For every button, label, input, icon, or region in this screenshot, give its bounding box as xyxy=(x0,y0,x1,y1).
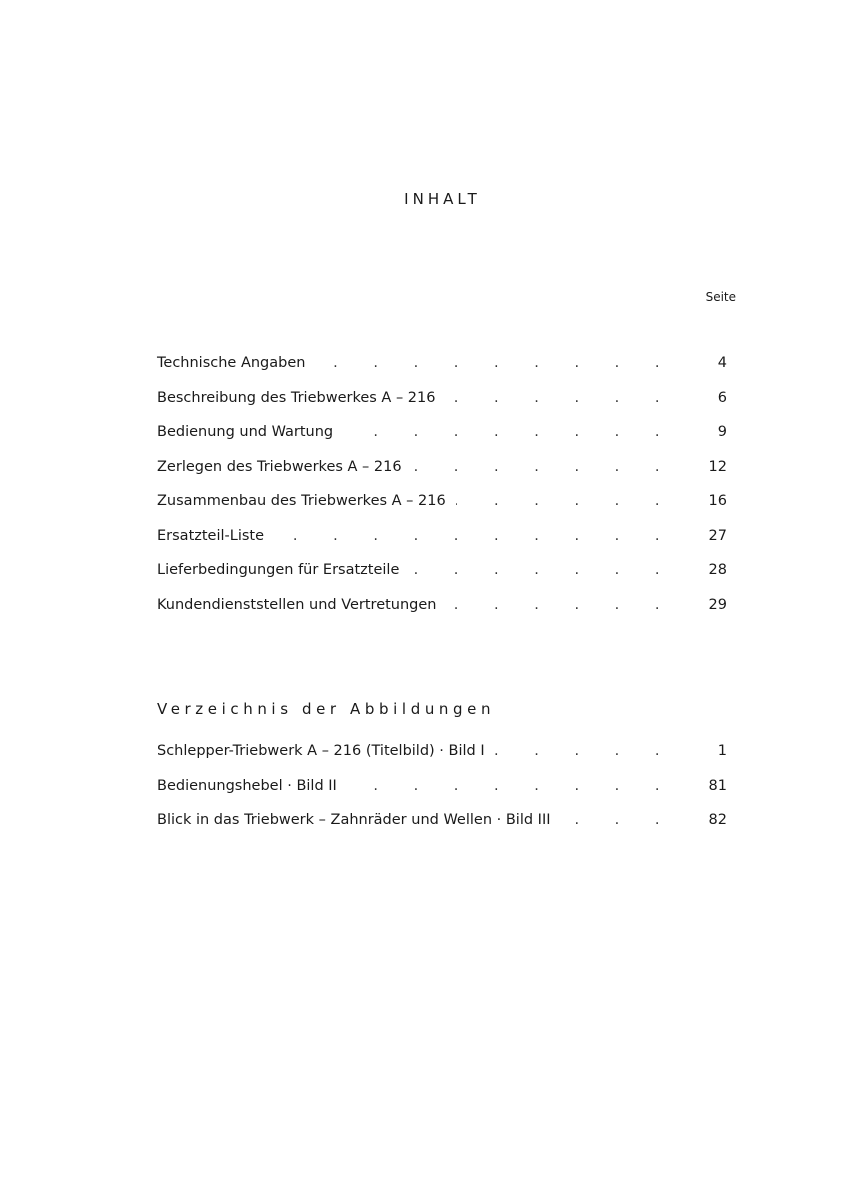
dot-leader xyxy=(274,528,687,544)
figures-heading: Verzeichnis der Abbildungen xyxy=(157,700,496,718)
entry-label: Bedienungshebel · Bild II xyxy=(157,777,337,794)
dot-leader xyxy=(445,390,687,406)
entry-label: Kundendienststellen und Vertretungen xyxy=(157,596,437,613)
entry-page-number: 9 xyxy=(717,424,727,441)
entry-label: Blick in das Triebwerk – Zahnräder und Wellen · Bild III xyxy=(157,812,551,829)
entry-page-number: 1 xyxy=(717,743,727,760)
figure-entry-bild-1 xyxy=(157,734,727,769)
entry-page-number: 6 xyxy=(717,389,727,406)
dot-leader xyxy=(347,778,687,794)
dot-leader xyxy=(409,562,687,578)
contents-entry-ersatzteil-liste xyxy=(157,519,727,554)
figures-list xyxy=(157,734,727,838)
entry-label: Beschreibung des Triebwerkes A – 216 xyxy=(157,389,436,406)
entry-label: Technische Angaben xyxy=(157,355,306,372)
entry-page-number: 27 xyxy=(708,527,727,544)
contents-list xyxy=(157,346,727,622)
entry-page-number: 81 xyxy=(708,777,727,794)
entry-page-number: 28 xyxy=(708,562,727,579)
entry-page-number: 12 xyxy=(708,458,727,475)
dot-leader xyxy=(315,355,687,371)
contents-entry-zerlegen xyxy=(157,450,727,485)
contents-entry-technische-angaben xyxy=(157,346,727,381)
dot-leader xyxy=(343,424,687,440)
dot-leader xyxy=(447,597,687,613)
entry-label: Schlepper-Triebwerk A – 216 (Titelbild) · Bild I xyxy=(157,743,485,760)
entry-label: Zusammenbau des Triebwerkes A – 216 xyxy=(157,493,446,510)
contents-entry-zusammenbau xyxy=(157,484,727,519)
dot-leader xyxy=(561,812,688,828)
dot-leader xyxy=(456,493,687,509)
contents-entry-kundendienststellen xyxy=(157,588,727,623)
figure-entry-bild-3 xyxy=(157,803,727,838)
page-title: INHALT xyxy=(404,190,481,208)
entry-label: Bedienung und Wartung xyxy=(157,424,334,441)
contents-entry-beschreibung xyxy=(157,381,727,416)
entry-page-number: 29 xyxy=(708,596,727,613)
entry-page-number: 82 xyxy=(708,812,727,829)
entry-page-number: 4 xyxy=(717,355,727,372)
entry-label: Zerlegen des Triebwerkes A – 216 xyxy=(157,458,402,475)
entry-page-number: 16 xyxy=(708,493,727,510)
entry-label: Lieferbedingungen für Ersatzteile xyxy=(157,562,400,579)
dot-leader xyxy=(412,459,687,475)
contents-entry-bedienung xyxy=(157,415,727,450)
figure-entry-bild-2 xyxy=(157,769,727,804)
contents-entry-lieferbedingungen xyxy=(157,553,727,588)
entry-label: Ersatzteil-Liste xyxy=(157,527,265,544)
dot-leader xyxy=(495,743,687,759)
page-column-header: Seite xyxy=(705,290,736,304)
